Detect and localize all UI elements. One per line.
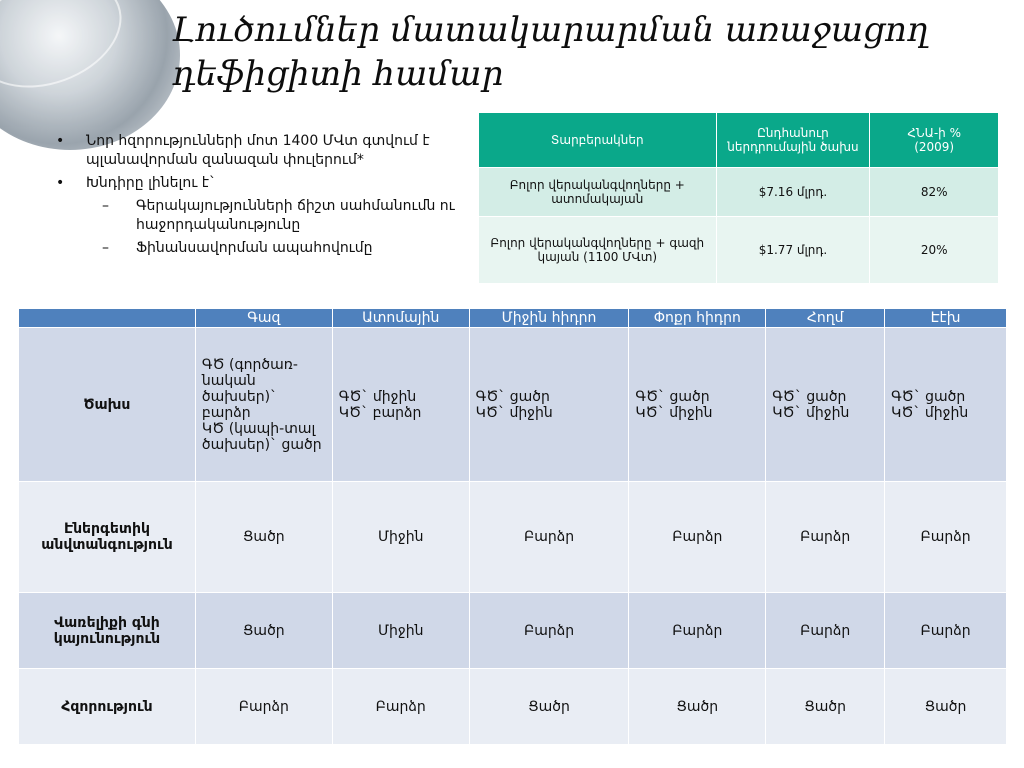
table-row [19, 593, 1007, 669]
bullet-item: • Նոր հզորությունների մոտ 1400 ՄՎտ գտվում է պլանավորման զանազան փուլերում* [52, 132, 482, 170]
table-row [19, 328, 1007, 482]
table-header: Էէխ [885, 309, 1007, 328]
table-header: Փոքր հիդրո [629, 309, 766, 328]
table-header: Ատոմային [332, 309, 469, 328]
table-cell: Ցածր [195, 593, 332, 669]
table-cell: ԳԾ` միջին ԿԾ` բարձր [332, 328, 469, 482]
table-cell: ԳԾ` ցածր ԿԾ` միջին [885, 328, 1007, 482]
table-cell: Բարձր [766, 593, 885, 669]
table-header: Հողմ [766, 309, 885, 328]
slide-title: Լուծումներ մատակարարման առաջացող դեֆիցիտի համար [172, 10, 929, 94]
table-cell: 20% [870, 217, 999, 284]
table-cell: Բարձր [766, 482, 885, 593]
row-header: Վառելիքի գնի կայունություն [19, 593, 196, 669]
table-cell: 82% [870, 168, 999, 217]
table-cell: Ցածր [195, 482, 332, 593]
table-cell: Ցածր [885, 669, 1007, 745]
globe-decoration [0, 0, 180, 150]
table-cell: Միջին [332, 593, 469, 669]
table-header: ՀՆԱ-ի % (2009) [870, 113, 999, 168]
table-cell: Ցածր [766, 669, 885, 745]
table-cell: Բարձր [885, 593, 1007, 669]
table-cell: Բարձր [885, 482, 1007, 593]
cost-options-table [478, 112, 999, 284]
table-cell: Ցածր [469, 669, 629, 745]
table-cell: Բարձր [195, 669, 332, 745]
table-row [19, 482, 1007, 593]
row-header: Էներգետիկ անվտանգություն [19, 482, 196, 593]
technology-comparison-table [18, 308, 1007, 745]
table-header: Գազ [195, 309, 332, 328]
table-header [19, 309, 196, 328]
table-row [479, 217, 999, 284]
sub-bullet-item: – Ֆինանսավորման ապահովումը [52, 239, 482, 258]
table-row [479, 168, 999, 217]
table-header-row [19, 309, 1007, 328]
table-row [19, 669, 1007, 745]
table-cell: ԳԾ` ցածր ԿԾ` միջին [766, 328, 885, 482]
table-cell: Ցածր [629, 669, 766, 745]
table-cell: ԳԾ` ցածր ԿԾ` միջին [469, 328, 629, 482]
table-cell: Բարձր [469, 593, 629, 669]
sub-bullet-item: – Գերակայությունների ճիշտ սահմանումն ու հաջորդականությունը [52, 197, 482, 235]
table-cell: ԳԾ (գործառ- նական ծախսեր)` բարձր ԿԾ (կապի-տալ ծախսեր)` ցածր [195, 328, 332, 482]
table-cell: ԳԾ` ցածր ԿԾ` միջին [629, 328, 766, 482]
row-header: Ծախս [19, 328, 196, 482]
table-cell: Բարձր [629, 593, 766, 669]
table-cell: Բարձր [332, 669, 469, 745]
table-cell: $1.77 մլրդ. [716, 217, 870, 284]
table-cell: Բարձր [469, 482, 629, 593]
table-cell: Բոլոր վերականգվողները + ատոմակայան [479, 168, 717, 217]
table-cell: Միջին [332, 482, 469, 593]
table-cell: Բոլոր վերականգվողները + գազի կայան (1100 ՄՎտ) [479, 217, 717, 284]
row-header: Հզորություն [19, 669, 196, 745]
table-cell: $7.16 մլրդ. [716, 168, 870, 217]
bullet-list [52, 132, 482, 262]
table-header: Ընդհանուր ներդրումային ծախս [716, 113, 870, 168]
table-header: Միջին հիդրո [469, 309, 629, 328]
globe-band [0, 0, 137, 107]
bullet-item: • Խնդիրը լինելու է` [52, 174, 482, 193]
table-header: Տարբերակներ [479, 113, 717, 168]
table-cell: Բարձր [629, 482, 766, 593]
